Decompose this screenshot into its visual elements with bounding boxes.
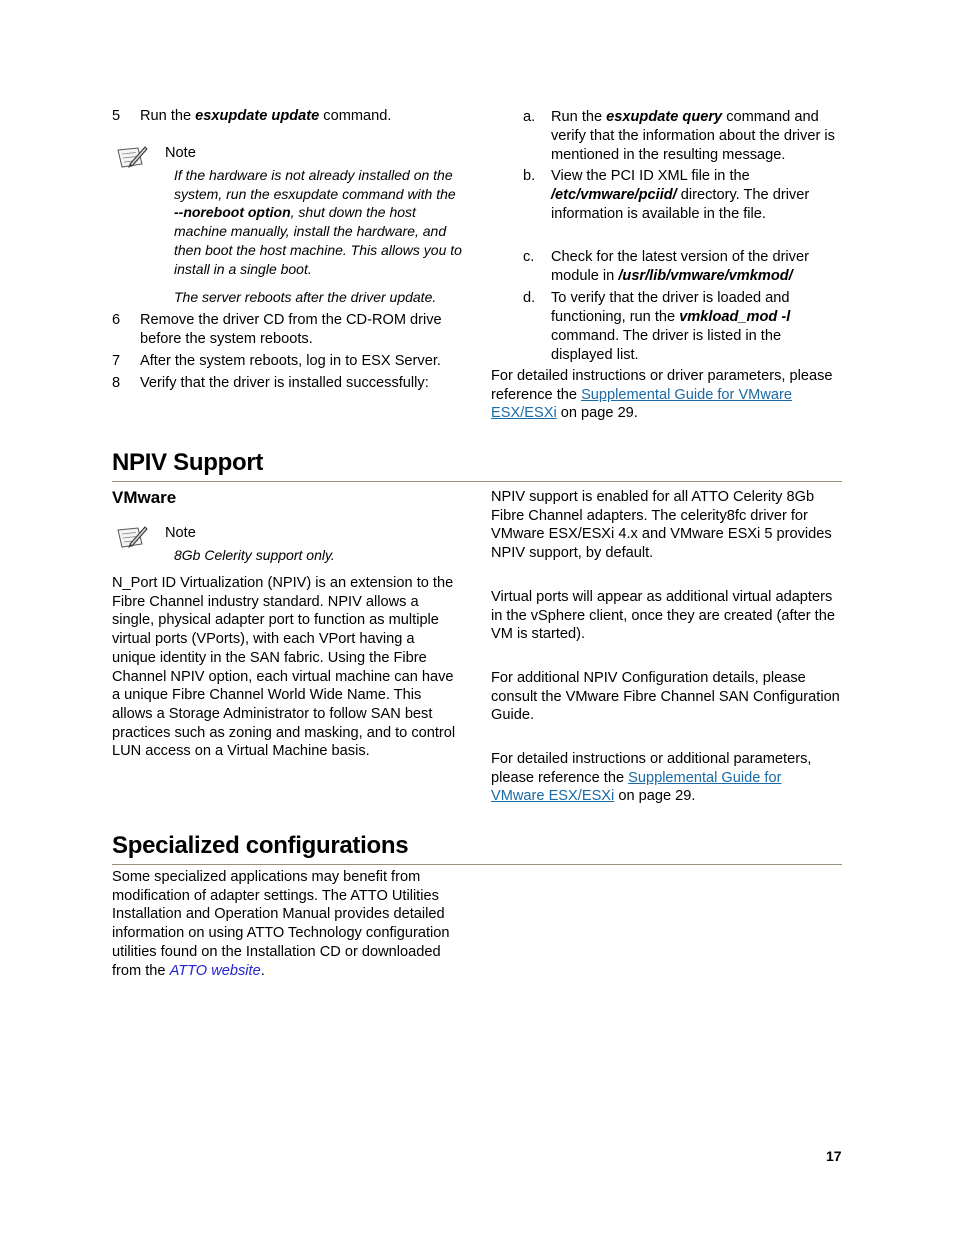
reference-pre: For detailed instructions or additional parameters, please reference the	[491, 751, 812, 786]
substep-text-post: command. The driver is listed in the displayed list.	[551, 328, 782, 363]
reference-post: on page 29.	[614, 788, 696, 805]
step-text: Verify that the driver is installed successfully:	[140, 375, 429, 391]
substep-text	[551, 167, 843, 224]
note-body: 8Gb Celerity support only.	[174, 547, 335, 563]
npiv-heading: NPIV Support	[112, 449, 264, 476]
reference-post: on page 29.	[556, 405, 638, 422]
step-text-pre: Run the	[140, 108, 196, 124]
step-number: 5	[112, 108, 121, 124]
command-name: esxupdate query	[606, 109, 723, 125]
npiv-right-p4	[491, 750, 821, 806]
step-text: Remove the driver CD from the CD-ROM drive before the system reboots.	[140, 312, 442, 347]
substep-d	[523, 289, 843, 365]
substep-a	[523, 108, 843, 165]
section-rule	[112, 864, 842, 865]
command-name: vmkload_mod -l	[679, 309, 791, 325]
substep-letter: b.	[523, 168, 536, 184]
step-6	[112, 311, 464, 349]
note-pencil-icon	[116, 144, 148, 170]
command-name: esxupdate update	[195, 108, 320, 124]
step-5	[112, 107, 464, 126]
note-body-post: , shut down the host machine manually, install the hardware, and then boot the host machine. This allows you to install in a single boot.	[174, 204, 462, 277]
step-text: After the system reboots, log in to ESX Server.	[140, 353, 441, 369]
step-7	[112, 352, 464, 371]
supplemental-guide-link[interactable]: Supplemental Guide for VMware ESX/ESXi	[491, 769, 782, 805]
atto-website-link[interactable]: ATTO website	[169, 962, 261, 979]
note-body-bold: --noreboot option	[174, 204, 291, 221]
specialized-description	[112, 868, 462, 980]
step-number: 7	[112, 353, 121, 369]
note-pencil-icon	[116, 524, 148, 550]
note-body-reboot: The server reboots after the driver update.	[174, 289, 437, 305]
substep-text-post: directory. The driver information is available in the file.	[551, 187, 810, 222]
note-body-pre: If the hardware is not already installed on the system, run the esxupdate command with the	[174, 167, 456, 202]
page-number: 17	[826, 1148, 842, 1164]
npiv-right-p2: Virtual ports will appear as additional virtual adapters in the vSphere client, once they are created (after the VM is started).	[491, 589, 835, 643]
substep-letter: d.	[523, 290, 536, 306]
npiv-right-p1: NPIV support is enabled for all ATTO Celerity 8Gb Fibre Channel adapters. The celerity8fc driver for VMware ESX/ESXi 4.x and VMware ESXi 5 provides NPIV support, by default.	[491, 489, 832, 562]
supplemental-guide-link[interactable]: Supplemental Guide for VMware ESX/ESXi	[491, 386, 792, 422]
note-label: Note	[165, 525, 196, 541]
specialized-text: Some specialized applications may benefit from modification of adapter settings. The ATTO Utilities Installation and Operation Manual provides detailed information on using ATTO Technology configuration utilities found on the Installation CD or downloaded from the	[112, 869, 450, 979]
driver-reference	[491, 367, 843, 423]
step-number: 8	[112, 375, 121, 391]
specialized-heading: Specialized configurations	[112, 832, 409, 859]
npiv-description: N_Port ID Virtualization (NPIV) is an extension to the Fibre Channel industry standard. NPIV allows a single, physical adapter port to function as multiple virtual ports (VPorts), with each VPort having a unique identity in the SAN fabric. Using the Fibre Channel NPIV option, each virtual machine can have a unique Fibre Channel World Wide Name. This allows a Storage Administrator to follow SAN best practices such as zoning and masking, and to control LUN access on a Virtual Machine basis.	[112, 575, 456, 760]
file-path: /usr/lib/vmware/vmkmod/	[618, 268, 793, 284]
specialized-text-end: .	[260, 962, 265, 979]
substep-text	[551, 108, 843, 165]
note-body	[174, 166, 464, 278]
note-label: Note	[165, 145, 196, 161]
substep-text-pre: Run the	[551, 109, 607, 125]
substep-text	[551, 248, 843, 286]
substep-letter: c.	[523, 249, 535, 265]
substep-text	[551, 289, 843, 365]
substep-text-pre: To verify that the driver is loaded and functioning, run the	[551, 290, 790, 325]
reference-pre: For detailed instructions or driver parameters, please reference the	[491, 368, 833, 403]
file-path: /etc/vmware/pciid/	[551, 187, 677, 203]
step-number: 6	[112, 312, 121, 328]
npiv-right-p3: For additional NPIV Configuration details, please consult the VMware Fibre Channel SAN Configuration Guide.	[491, 670, 840, 724]
substep-letter: a.	[523, 109, 536, 125]
step-text-post: command.	[319, 108, 392, 124]
section-rule	[112, 481, 842, 482]
substep-text-pre: View the PCI ID XML file in the	[551, 168, 750, 184]
substep-text-pre: Check for the latest version of the driver module in	[551, 249, 809, 284]
substep-c	[523, 248, 843, 286]
vmware-subheading: VMware	[112, 488, 177, 507]
step-text	[140, 107, 464, 126]
substep-b	[523, 167, 843, 224]
substep-text-post: command and verify that the information about the driver is mentioned in the resulting message.	[551, 109, 835, 163]
step-8	[112, 374, 464, 393]
